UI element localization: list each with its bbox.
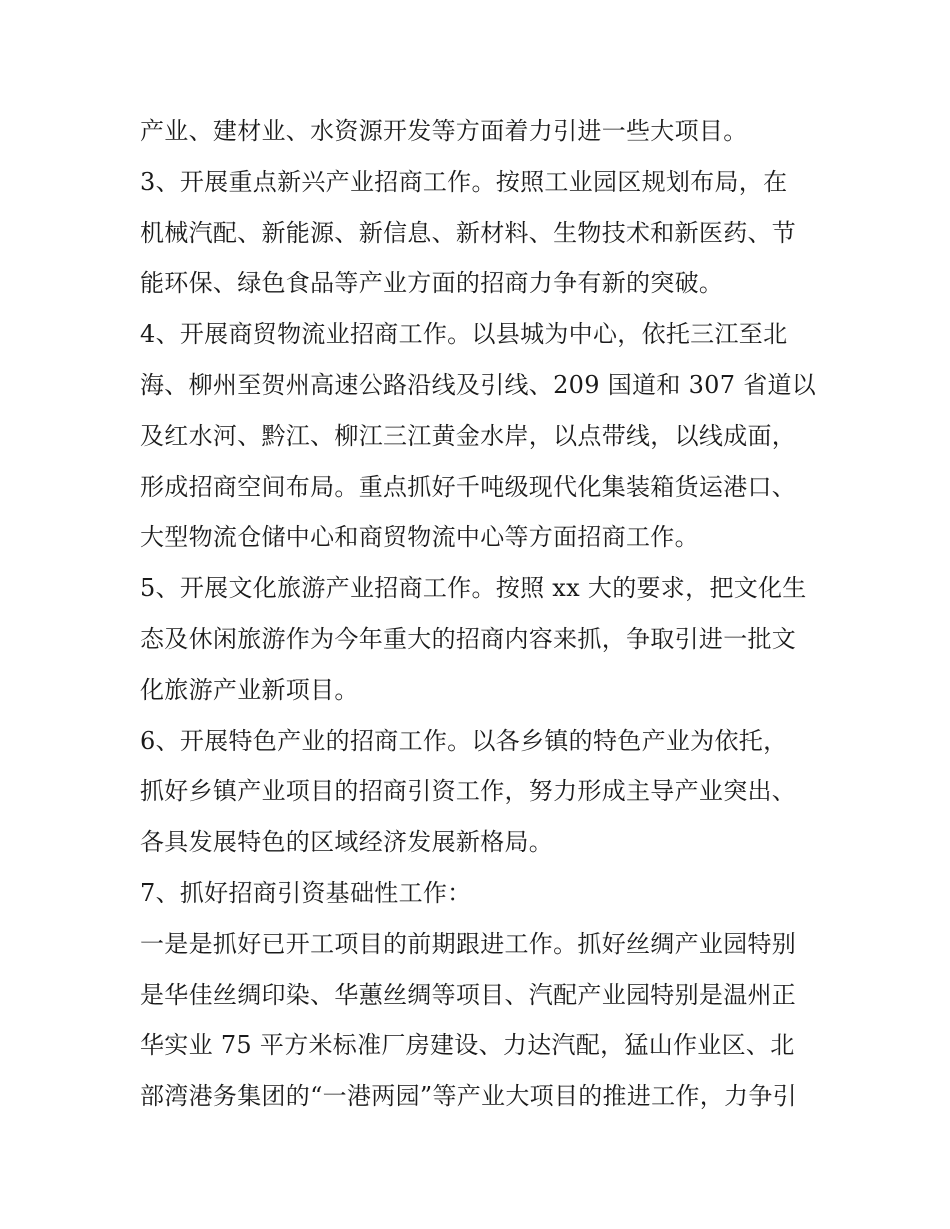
text-line-10: 5、开展文化旅游产业招商工作。按照 xx 大的要求，把文化生: [140, 574, 807, 603]
text-line-12: 化旅游产业新项目。: [140, 675, 359, 704]
text-line-7: 及红水河、黔江、柳江三江黄金水岸，以点带线，以线成面，: [140, 421, 797, 450]
text-line-16: 7、抓好招商引资基础性工作：: [140, 878, 472, 907]
text-line-9: 大型物流仓储中心和商贸物流中心等方面招商工作。: [140, 523, 699, 552]
body-text: [140, 106, 820, 1122]
text-line-19: 华实业 75 平方米标准厂房建设、力达汽配，猛山作业区、北: [140, 1031, 795, 1060]
text-line-1: 产业、建材业、水资源开发等方面着力引进一些大项目。: [140, 117, 748, 145]
text-line-4: 能环保、绿色食品等产业方面的招商力争有新的突破。: [140, 269, 724, 298]
text-line-5: 4、开展商贸物流业招商工作。以县城为中心，依托三江至北: [140, 320, 788, 349]
text-line-15: 各具发展特色的区域经济发展新格局。: [140, 828, 554, 857]
text-line-3: 机械汽配、新能源、新信息、新材料、生物技术和新医药、节: [140, 218, 797, 247]
text-line-17: 一是是抓好已开工项目的前期跟进工作。抓好丝绸产业园特别: [140, 929, 797, 958]
text-line-18: 是华佳丝绸印染、华蕙丝绸等项目、汽配产业园特别是温州正: [140, 980, 797, 1009]
text-line-20: 部湾港务集团的“一港两园”等产业大项目的推进工作，力争引: [140, 1082, 797, 1111]
text-line-2: 3、开展重点新兴产业招商工作。按照工业园区规划布局，在: [140, 167, 788, 196]
text-line-8: 形成招商空间布局。重点抓好千吨级现代化集装箱货运港口、: [140, 472, 797, 501]
text-line-6: 海、柳州至贺州高速公路沿线及引线、209 国道和 307 省道以: [140, 370, 817, 399]
text-line-14: 抓好乡镇产业项目的招商引资工作，努力形成主导产业突出、: [140, 777, 797, 806]
text-line-11: 态及休闲旅游作为今年重大的招商内容来抓，争取引进一批文: [140, 624, 797, 653]
text-line-13: 6、开展特色产业的招商工作。以各乡镇的特色产业为依托，: [140, 726, 788, 755]
